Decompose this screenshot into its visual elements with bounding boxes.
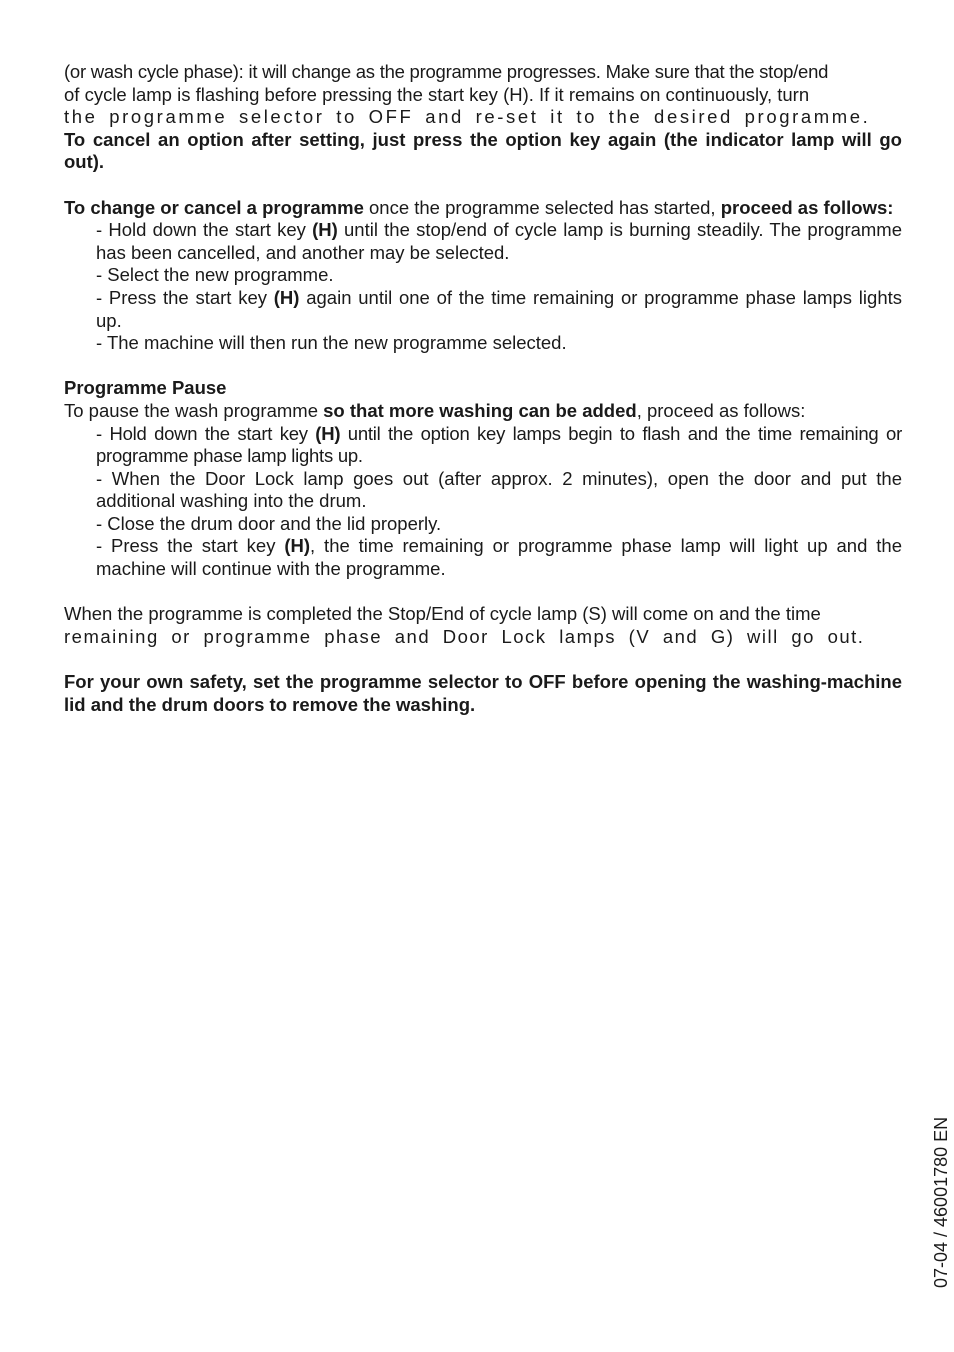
programme-pause-section: [64, 377, 902, 580]
document-code: 07-04 / 46001780 EN: [931, 1116, 951, 1288]
intro-line-3: the programme selector to OFF and re-set it to the desired programme.: [64, 106, 871, 128]
programme-pause-intro: To pause the wash programme so that more washing can be added, proceed as follows:: [64, 399, 806, 421]
change-step-3: - Press the start key (H) again until one of the time remaining or programme phase lamps lights up.: [96, 286, 902, 331]
document-body: [64, 61, 902, 716]
cancel-option-note: [64, 129, 902, 174]
change-programme-steps: [64, 219, 902, 355]
pause-step-1: - Hold down the start key (H) until the option key lamps begin to flash and the time remaining or programme phase lamp lights up.: [96, 422, 902, 467]
programme-completed-paragraph: [64, 603, 902, 648]
completed-line-1: When the programme is completed the Stop/End of cycle lamp (S) will come on and the time: [64, 603, 821, 625]
programme-pause-heading: Programme Pause: [64, 377, 227, 399]
safety-warning-text: For your own safety, set the programme selector to OFF before opening the washing-machine lid and the drum doors to remove the washing.: [64, 671, 902, 715]
change-programme-heading: To change or cancel a programme: [64, 196, 364, 218]
intro-line-1: (or wash cycle phase): it will change as the programme progresses. Make sure that the stop/end: [64, 61, 829, 82]
change-step-2: - Select the new programme.: [96, 264, 334, 286]
pause-step-4: - Press the start key (H), the time remaining or programme phase lamp will light up and the machine will continue with the programme.: [96, 535, 902, 580]
safety-warning: [64, 671, 902, 716]
change-programme-lead: To change or cancel a programme once the programme selected has started, proceed as follows:: [64, 196, 894, 218]
pause-step-3: - Close the drum door and the lid properly.: [96, 512, 442, 534]
change-step-1: - Hold down the start key (H) until the stop/end of cycle lamp is burning steadily. The programme has been cancelled, and another may be selected.: [96, 219, 903, 263]
intro-line-2: of cycle lamp is flashing before pressing the start key (H). If it remains on continuously, turn: [64, 83, 810, 105]
change-programme-section: [64, 197, 902, 355]
completed-line-2: remaining or programme phase and Door Lock lamps (V and G) will go out.: [64, 625, 865, 647]
intro-paragraph: [64, 61, 902, 174]
pause-step-2: - When the Door Lock lamp goes out (after approx. 2 minutes), open the door and put the additional washing into the drum.: [96, 467, 902, 512]
cancel-option-note-text: To cancel an option after setting, just press the option key again (the indicator lamp will go out).: [64, 128, 902, 173]
programme-pause-steps: [64, 423, 902, 581]
change-step-4: - The machine will then run the new programme selected.: [96, 332, 567, 354]
proceed-as-follows: proceed as follows:: [720, 196, 894, 218]
